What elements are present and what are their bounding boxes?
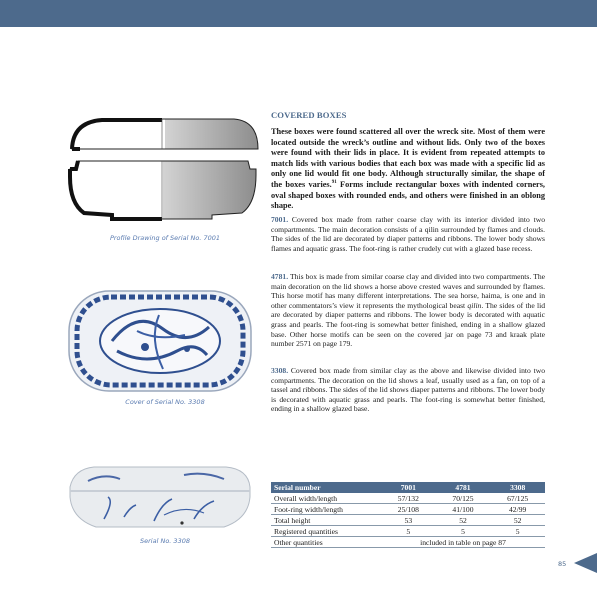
footnote-marker: 91	[331, 180, 337, 186]
description-4781	[271, 272, 545, 349]
table-cell: 42/99	[490, 504, 545, 515]
table-row	[271, 537, 545, 548]
profile-drawing-7001	[62, 113, 264, 221]
side-image-caption: Serial No. 3308	[140, 537, 190, 545]
section-heading: COVERED BOXES	[271, 110, 347, 120]
table-cell: 25/108	[381, 504, 436, 515]
table-cell: Total height	[271, 515, 381, 526]
table-cell: 70/125	[436, 493, 491, 504]
profile-drawing-caption: Profile Drawing of Serial No. 7001	[109, 234, 221, 242]
serial-label-7001: 7001.	[271, 215, 289, 224]
table-row	[271, 493, 545, 504]
description-text-3308: Covered box made from similar clay as the above and likewise divided into two compartments. The decoration on the lid shows a leaf, usually used as a fan, on top of a tassel and ribbons. The sides of the lid shows diaper patterns and ribbons. The lower body is decorated with aquatic grass and pearls. The foot-ring is somewhat better finished, ending in a shallow glazed base.	[271, 366, 545, 414]
table-cell: Overall width/length	[271, 493, 381, 504]
table-cell: 5	[381, 526, 436, 537]
table-cell: 57/132	[381, 493, 436, 504]
table-header-cell: 3308	[490, 482, 545, 493]
table-header-row	[271, 482, 545, 493]
table-cell: 52	[436, 515, 491, 526]
table-header-cell: 4781	[436, 482, 491, 493]
table-header-cell: Serial number	[271, 482, 381, 493]
table-cell: 52	[490, 515, 545, 526]
table-row	[271, 526, 545, 537]
table-row	[271, 504, 545, 515]
table-cell: 67/125	[490, 493, 545, 504]
description-text-7001: Covered box made from rather coarse clay with its interior divided into two compartments. The main decoration consists of a qilin surrounded by flames and clouds. The sides of the lid are decorated by diaper patterns and ribbons. The lower body shows flames and aquatic grass. The foot-ring is rather crudely cut with a glazed base recess.	[271, 215, 545, 253]
description-text-4781-end: . The sides of the lid are decorated by diaper patterns and ribbons. The lower body is decorated with aquatic grass and pearls. The foot-ring is somewhat better finished, ending in a shallow glazed base. Other horse motifs can be seen on the covered jar on page 73 and kraak plate number 2571 on page 179.	[271, 300, 545, 349]
page-number: 85	[558, 560, 567, 568]
table-cell: 5	[436, 526, 491, 537]
table-cell: Foot-ring width/length	[271, 504, 381, 515]
dimensions-table	[271, 482, 545, 548]
header-band	[0, 0, 597, 27]
description-text-4781: This box is made from similar coarse clay and divided into two compartments. The main decoration on the lid shows a horse above crested waves and surrounded by flames. This horse motif has many different interpretations. The sea horse, haima, is one and in other commentators’s view it represents the mythological beast	[271, 272, 545, 310]
serial-label-4781: 4781.	[271, 272, 289, 281]
table-cell: 53	[381, 515, 436, 526]
intro-text-continued: Forms include rectangular boxes with indented corners, oval shaped boxes with rounded ends, and others were finished in an oblong shape.	[271, 179, 546, 211]
description-3308	[271, 366, 545, 414]
cover-image-caption: Cover of Serial No. 3308	[125, 398, 205, 406]
table-cell: 41/100	[436, 504, 491, 515]
intro-paragraph	[271, 127, 545, 212]
side-image-3308	[64, 457, 256, 535]
cover-image-3308	[67, 289, 253, 393]
page-tab-triangle	[574, 553, 597, 573]
description-7001	[271, 215, 545, 253]
table-cell: included in table on page 87	[381, 537, 545, 548]
serial-label-3308: 3308.	[271, 366, 289, 375]
table-cell: 5	[490, 526, 545, 537]
italic-term: qilin	[467, 300, 482, 310]
table-header-cell: 7001	[381, 482, 436, 493]
table-cell: Other quantities	[271, 537, 381, 548]
table-cell: Registered quantities	[271, 526, 381, 537]
intro-text: These boxes were found scattered all over the wreck site. Most of them were located outside the wreck’s outline and without lids. Only two of the boxes were found with their lids in place. It is evident from repeated attempts to match lids with various bodies that each box was made with a specific lid as only one lid would fit one body. Although structurally similar, the shape of the boxes varies.	[271, 127, 545, 189]
table-row	[271, 515, 545, 526]
